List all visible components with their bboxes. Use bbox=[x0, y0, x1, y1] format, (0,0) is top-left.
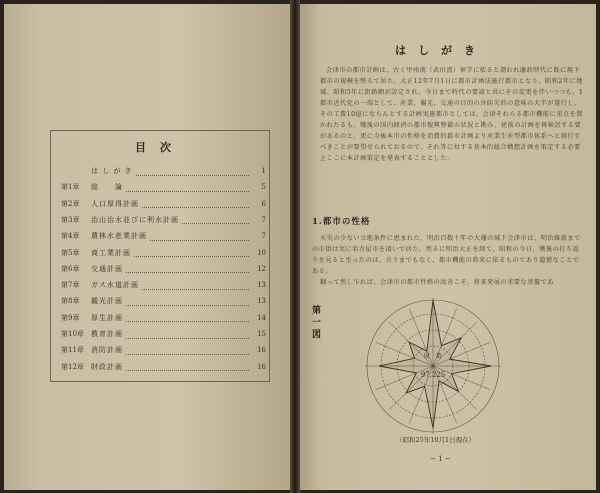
toc-leader bbox=[126, 346, 249, 355]
preface-paragraph: 会津市の都市計画は、古く甲州流（武田流）軍学に依ると謂われ藩政時代に既に現下都市の規模を整えて居た。大正12年7月1日に都市計画法施行都市となり、昭和2年に地域、昭和5年に街路網が設定され、今日まで時代の要請と共にその変更を伴いつつも、1都市近代化の一端として、産業、観光、交通の目的の外防災的の意味の大半が遂行し、その工費10億にならんとする計画実施都市としては、会津それらる都市機能に重点を置かれたるも、戦後の国内経済の都市復興整備の状況と勘み、従前の計画を再検討する要があるのと、更に今後本市の性格を消費的都市計画より産業生産型都市体系へと移行すべきことが要望せられておるので、それ等に対する基本的総合構想計画を策定する必要上ここに本計画策定を発表することとした。 bbox=[320, 67, 584, 162]
toc-leader bbox=[126, 183, 249, 192]
toc-chapter: 第3章 bbox=[61, 215, 80, 224]
toc-entry-title: 財政計画 bbox=[91, 362, 123, 371]
toc-entry-title: 観光計画 bbox=[91, 297, 123, 306]
toc-entry-title: 消防計画 bbox=[91, 346, 123, 355]
toc-entry bbox=[61, 163, 266, 179]
radar-group bbox=[365, 298, 501, 434]
section-paragraph: 天災の少ない立地条件に恵まれた、明治百数十年の大藩の城下会津市は、明治維新までの市街は実に名古屋市を凌いで居た。然るに明治大正を経て、昭和の今日、戦後の打ち返りを見ると至ったのは、言うまでもなく、都市機能の将来に依るものであり遺憾なことである。 bbox=[312, 235, 581, 275]
toc-chapter: 第6章 bbox=[61, 264, 80, 273]
toc-entry-title: 農林水産業計画 bbox=[91, 232, 147, 241]
section-text bbox=[312, 233, 584, 288]
toc-entry bbox=[61, 261, 266, 277]
toc-chapter: 第2章 bbox=[61, 199, 80, 208]
toc-page-number: 14 bbox=[257, 313, 266, 322]
toc-leader bbox=[136, 167, 249, 176]
toc-page-number: 5 bbox=[261, 183, 266, 192]
center-label: 財 数 bbox=[423, 353, 443, 360]
toc-chapter: 第8章 bbox=[61, 297, 80, 306]
toc-title: 目次 bbox=[135, 141, 185, 154]
toc-entry-title: 教育計画 bbox=[91, 330, 123, 338]
toc-leader bbox=[126, 362, 249, 371]
center-value: 97,225 bbox=[420, 371, 446, 379]
toc-leader bbox=[142, 281, 249, 290]
toc-leader bbox=[126, 313, 249, 322]
toc-entry-title: 商工業計画 bbox=[91, 248, 131, 257]
toc-page-number: 1 bbox=[261, 167, 266, 175]
toc-entry bbox=[61, 277, 266, 293]
toc-chapter: 第12章 bbox=[61, 362, 84, 371]
toc-page-number: 13 bbox=[257, 281, 266, 290]
toc-entry-title: 交通計画 bbox=[91, 264, 123, 273]
toc-entry-title: は し が き bbox=[91, 167, 133, 175]
figure-caption: （昭和25年10月1日現在） bbox=[396, 436, 476, 444]
toc-entry bbox=[61, 196, 266, 212]
preface-heading: はしがき bbox=[395, 44, 487, 57]
toc-leader bbox=[126, 330, 249, 339]
book-gutter bbox=[290, 0, 300, 493]
toc-leader bbox=[126, 297, 249, 306]
preface-intro bbox=[312, 65, 584, 164]
toc-page-number: 7 bbox=[261, 232, 266, 241]
table-of-contents bbox=[50, 130, 270, 382]
toc-leader bbox=[182, 215, 249, 224]
toc-entry-title: 総 論 bbox=[91, 183, 123, 192]
toc-entry-title: 治山治水並びに利水計画 bbox=[91, 215, 179, 224]
toc-entry bbox=[61, 359, 266, 375]
toc-leader bbox=[150, 232, 249, 241]
toc-entry-title: ガス水道計画 bbox=[91, 281, 139, 290]
toc-entry bbox=[61, 245, 266, 261]
toc-entry-title: 人口厚得計画 bbox=[91, 199, 139, 208]
section-title: 1.都市の性格 bbox=[312, 217, 371, 227]
toc-page-number: 10 bbox=[257, 248, 266, 257]
toc-entry bbox=[61, 326, 266, 342]
toc-leader bbox=[142, 199, 249, 208]
toc-chapter: 第10章 bbox=[61, 330, 84, 338]
toc-chapter: 第9章 bbox=[61, 313, 80, 322]
page-number: − 1 − bbox=[430, 455, 451, 463]
toc-page-number: 16 bbox=[257, 362, 266, 371]
toc-entry bbox=[61, 179, 266, 195]
toc-entry bbox=[61, 310, 266, 326]
toc-chapter: 第1章 bbox=[61, 183, 80, 192]
toc-page-number: 7 bbox=[261, 215, 266, 224]
toc-leader bbox=[134, 248, 249, 257]
toc-entry-title: 厚生計画 bbox=[91, 313, 123, 322]
toc-leader bbox=[126, 264, 249, 273]
toc-page-number: 6 bbox=[261, 199, 266, 208]
toc-entry bbox=[61, 228, 266, 244]
toc-entry bbox=[61, 212, 266, 228]
toc-chapter: 第5章 bbox=[61, 248, 80, 257]
radar-diagram bbox=[345, 298, 525, 438]
toc-page-number: 16 bbox=[257, 346, 266, 355]
toc-entry bbox=[61, 293, 266, 309]
toc-chapter: 第11章 bbox=[61, 346, 84, 355]
toc-page-number: 13 bbox=[257, 297, 266, 306]
toc-page-number: 15 bbox=[257, 330, 266, 338]
toc-entry bbox=[61, 342, 266, 358]
radar-shape bbox=[379, 300, 491, 428]
toc-page-number: 12 bbox=[257, 264, 266, 273]
toc-chapter: 第4章 bbox=[61, 232, 80, 241]
section-paragraph-2: 翻って然し乍れば、会津市の都市性格の改善こそ、将来発展の重要な基盤であ bbox=[320, 279, 554, 286]
toc-chapter: 第7章 bbox=[61, 281, 80, 290]
figure-label: 第一図 bbox=[312, 306, 322, 340]
